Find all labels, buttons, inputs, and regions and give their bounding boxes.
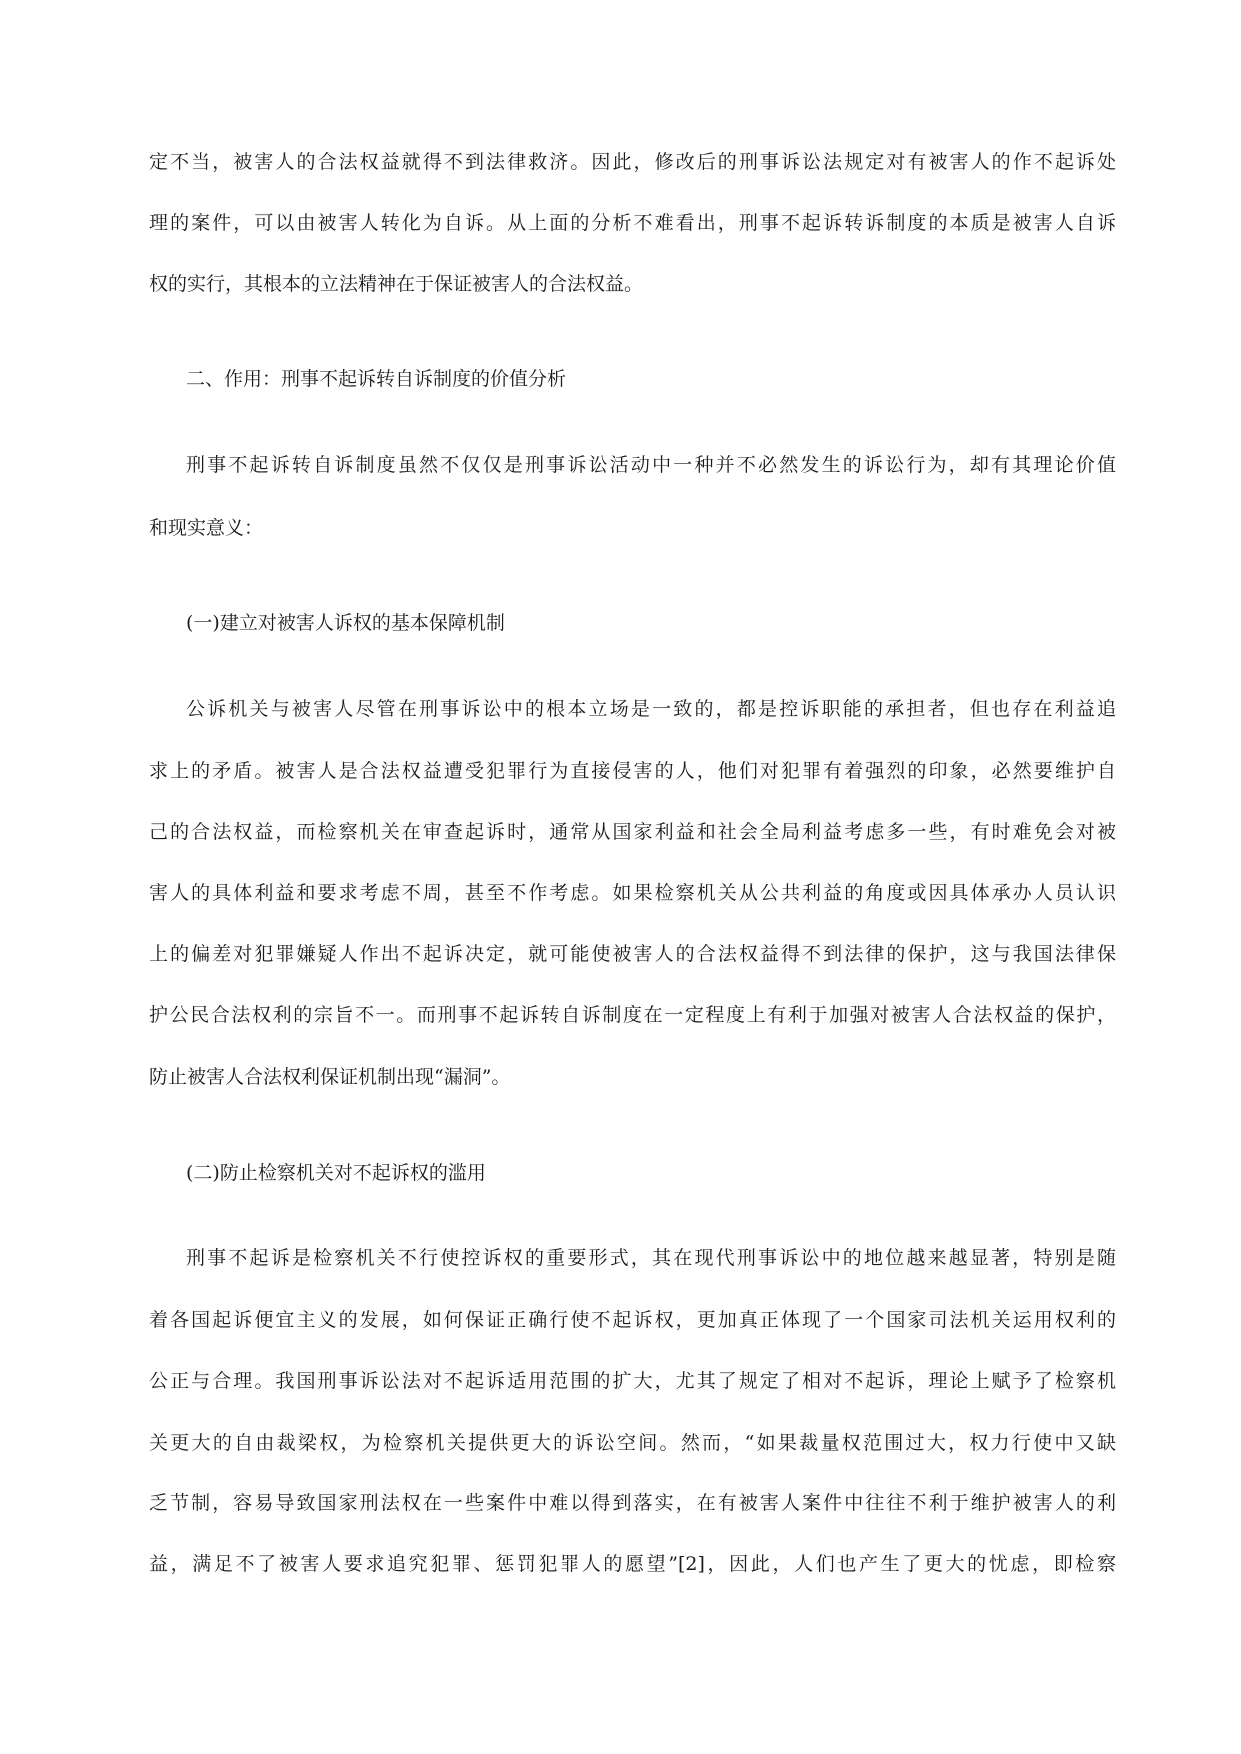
paragraph-4-line-6: 益，满足不了被害人要求追究犯罪、惩罚犯罪人的愿望”[2]，因此，人们也产生了更大的忧虑，即检察 <box>149 1553 1116 1575</box>
paragraph-3-line-1: 公诉机关与被害人尽管在刑事诉讼中的根本立场是一致的，都是控诉职能的承担者，但也存在利益追 <box>186 698 1116 720</box>
paragraph-4-line-5: 乏节制，容易导致国家刑法权在一些案件中难以得到落实，在有被害人案件中往往不利于维护被害人的利 <box>149 1492 1116 1514</box>
subheading-1: (一)建立对被害人诉权的基本保障机制 <box>186 612 505 634</box>
subheading-2: (二)防止检察机关对不起诉权的滥用 <box>186 1162 486 1184</box>
paragraph-3-line-5: 上的偏差对犯罪嫌疑人作出不起诉决定，就可能使被害人的合法权益得不到法律的保护，这与我国法律保 <box>149 943 1116 965</box>
paragraph-2-line-1: 刑事不起诉转自诉制度虽然不仅仅是刑事诉讼活动中一种并不必然发生的诉讼行为，却有其理论价值 <box>186 454 1116 476</box>
paragraph-3-line-3: 己的合法权益，而检察机关在审查起诉时，通常从国家利益和社会全局利益考虑多一些，有时难免会对被 <box>149 821 1116 843</box>
paragraph-1-line-1: 定不当，被害人的合法权益就得不到法律救济。因此，修改后的刑事诉讼法规定对有被害人的作不起诉处 <box>149 151 1116 173</box>
paragraph-2-line-2: 和现实意义： <box>149 517 264 539</box>
paragraph-4-line-4: 关更大的自由裁梁权，为检察机关提供更大的诉讼空间。然而，“如果裁量权范围过大，权力行使中又缺 <box>149 1432 1116 1454</box>
paragraph-3-line-2: 求上的矛盾。被害人是合法权益遭受犯罪行为直接侵害的人，他们对犯罪有着强烈的印象，必然要维护自 <box>149 760 1116 782</box>
paragraph-4-line-3: 公正与合理。我国刑事诉讼法对不起诉适用范围的扩大，尤其了规定了相对不起诉，理论上赋予了检察机 <box>149 1370 1116 1392</box>
section-heading: 二、作用：刑事不起诉转自诉制度的价值分析 <box>186 368 567 390</box>
paragraph-3-line-6: 护公民合法权利的宗旨不一。而刑事不起诉转自诉制度在一定程度上有利于加强对被害人合法权益的保护， <box>149 1004 1116 1026</box>
paragraph-4-line-1: 刑事不起诉是检察机关不行使控诉权的重要形式，其在现代刑事诉讼中的地位越来越显著，特别是随 <box>186 1247 1116 1269</box>
paragraph-1-line-3: 权的实行，其根本的立法精神在于保证被害人的合法权益。 <box>149 273 644 295</box>
paragraph-4-line-2: 着各国起诉便宜主义的发展，如何保证正确行使不起诉权，更加真正体现了一个国家司法机关运用权利的 <box>149 1309 1116 1331</box>
paragraph-1-line-2: 理的案件，可以由被害人转化为自诉。从上面的分析不难看出，刑事不起诉转诉制度的本质是被害人自诉 <box>149 212 1116 234</box>
paragraph-3-line-4: 害人的具体利益和要求考虑不周，甚至不作考虑。如果检察机关从公共利益的角度或因具体承办人员认识 <box>149 882 1116 904</box>
paragraph-3-line-7: 防止被害人合法权利保证机制出现“漏洞”。 <box>149 1066 511 1088</box>
